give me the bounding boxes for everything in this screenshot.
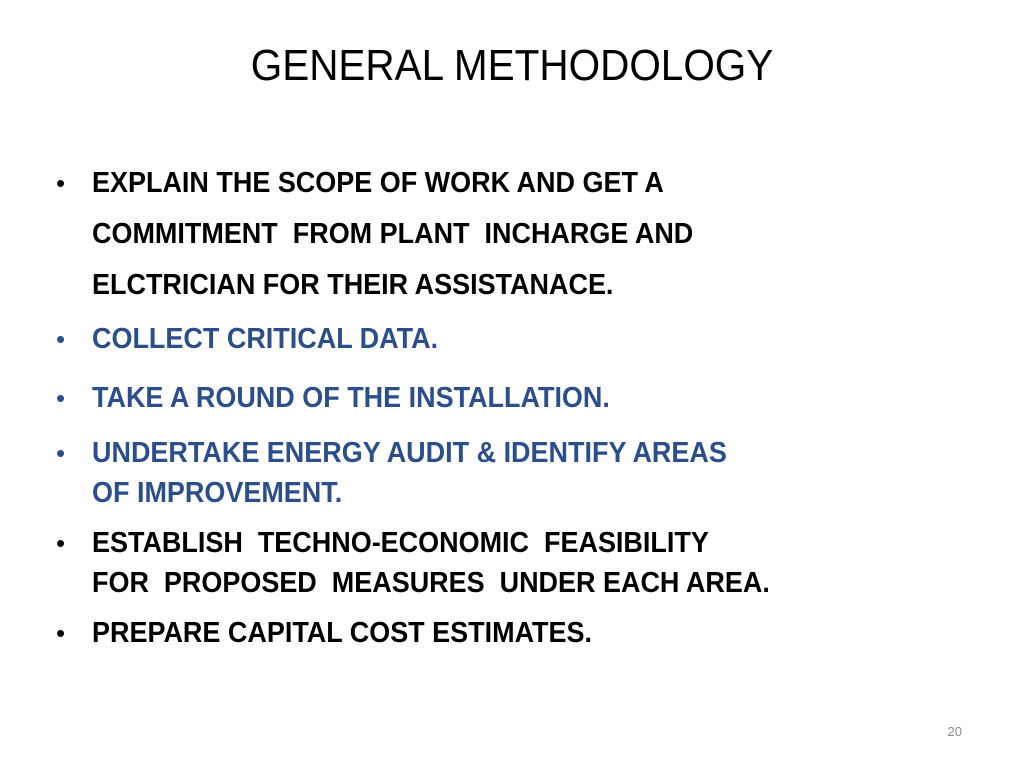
bullet-line: TAKE A ROUND OF THE INSTALLATION. <box>92 382 610 414</box>
bullet-line: UNDERTAKE ENERGY AUDIT & IDENTIFY AREAS <box>92 437 727 469</box>
bullet-item-installation-round <box>56 377 956 419</box>
slide-title: GENERAL METHODOLOGY <box>250 41 774 90</box>
bullet-icon: • <box>56 618 66 648</box>
bullet-line: EXPLAIN THE SCOPE OF WORK AND GET A <box>92 167 664 199</box>
bullet-line: PREPARE CAPITAL COST ESTIMATES. <box>92 617 592 649</box>
bullet-line: COLLECT CRITICAL DATA. <box>92 323 439 355</box>
bullet-line: ELCTRICIAN FOR THEIR ASSISTANACE. <box>92 269 614 301</box>
bullet-item-energy-audit <box>56 433 956 513</box>
bullet-icon: • <box>56 528 66 558</box>
bullet-icon: • <box>56 383 66 413</box>
bullet-item-scope-of-work <box>56 158 956 311</box>
bullet-item-feasibility <box>56 523 956 603</box>
bullet-icon: • <box>56 438 66 468</box>
bullet-item-cost-estimates <box>56 613 956 653</box>
bullet-line: ESTABLISH TECHNO-ECONOMIC FEASIBILITY <box>92 527 709 559</box>
bullet-line: OF IMPROVEMENT. <box>92 477 343 509</box>
page-number: 20 <box>947 724 962 739</box>
bullet-icon: • <box>56 168 66 198</box>
bullet-line: FOR PROPOSED MEASURES UNDER EACH AREA. <box>92 567 770 599</box>
bullet-line: COMMITMENT FROM PLANT INCHARGE AND <box>92 218 694 250</box>
bullet-item-collect-data <box>56 318 956 360</box>
bullet-icon: • <box>56 324 66 354</box>
